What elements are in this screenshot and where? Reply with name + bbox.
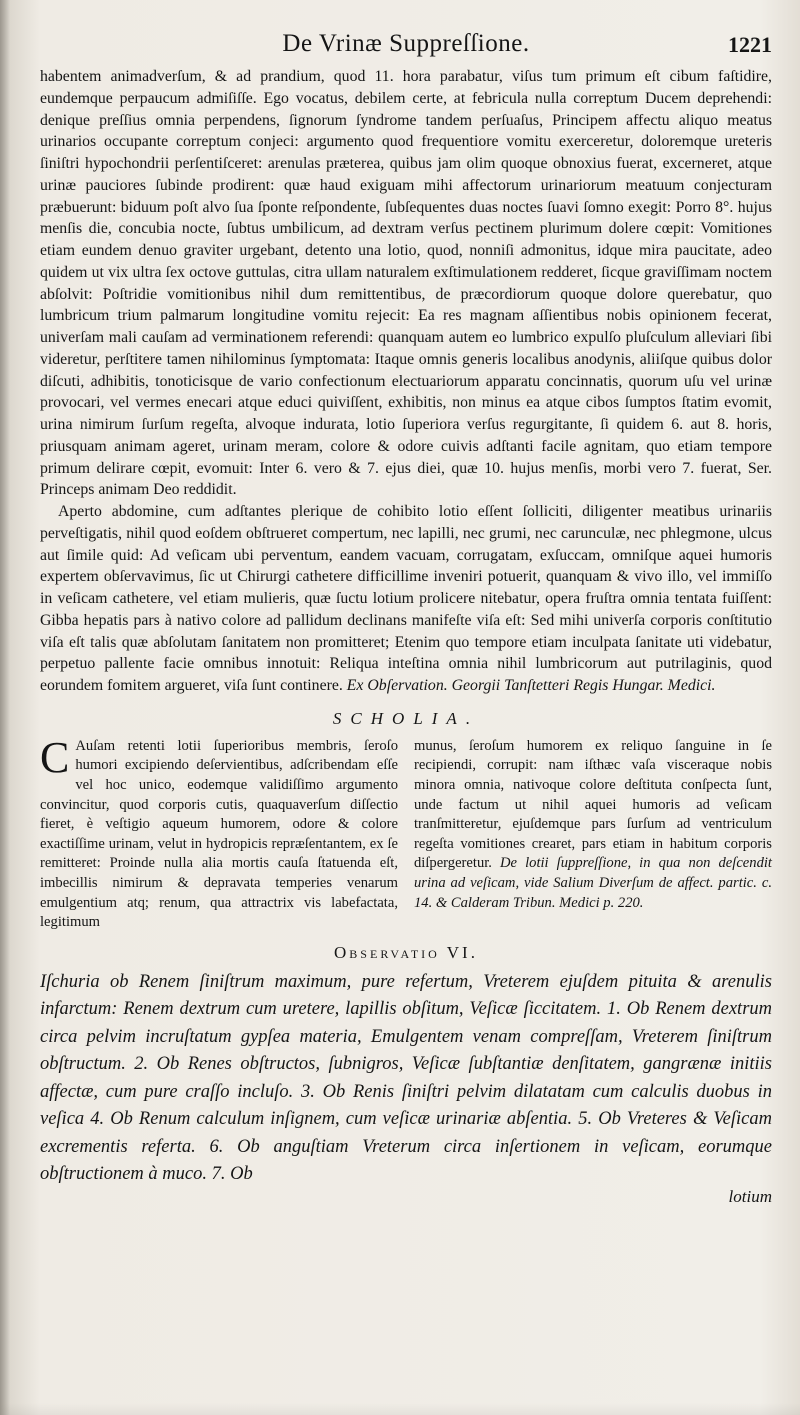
- scholia-right-column: [414, 737, 772, 913]
- scholia-left-column: [40, 732, 398, 933]
- main-paragraph-2-text: Aperto abdomine, cum adſtantes plerique de cohibito lotio eſſent ſolliciti, diligenter meatibus urinariis perveſtigatis, nihil quod eoſdem obſtrueret compertum, nec lapilli, nec grumi, nec carunculæ, nec phlegmone, ulcus aut ſimile quid: Ad veſicam ubi perventum, eandem vacuam, corrugatam, exſuccam, omniſque aquei humoris expertem obſervavimus, ſic ut Chirurgi cathetere difficillime inveniri potuerit, quanquam & vivo illo, vel immiſſo in veſicam cathetere, vel etiam mulieris, quæ ſuctu lotium prolicere nitebatur, opera fruſtra omnia tentata fuiſſent: Gibba hepatis pars à nativo colore ad pallidum declinans manifeſte viſa eſt: Sed mihi univerſa corporis conſtitutio viſa eſt talis quæ abſolutam ſanitatem non promitteret; Etenim quo tempore etiam inculpata ſanitate uti videbatur, perpetuo pallente facie omnibus innotuit: Reliqua inteſtina omnia nihil lumbricorum aut putrilaginis, quod eorundem fomitem argueret, viſa ſunt continere.: [40, 503, 772, 694]
- drop-cap: C: [40, 732, 70, 782]
- page-number: 1221: [728, 32, 772, 57]
- running-head: [40, 30, 772, 66]
- observation-heading-word: Observatio: [334, 942, 440, 962]
- running-title: De Vrinæ Suppreſſione.: [282, 30, 530, 57]
- scholia-reference: De lotii ſuppreſſione, in qua non deſcendit urina ad veſicam, vide Salium Diverſum de affect. partic. c. 14. & Calderam Tribun. Medici p. 220.: [414, 855, 772, 911]
- main-paragraph-1: habentem animadverſum, & ad prandium, quod 11. hora parabatur, viſus tum primum eſt cibum faſtidire, eundemque perpaucum admiſiſſe. Ego vocatus, debilem certe, at febricula nulla correptum Ducem deprehendi: denique preſſius omnia perpendens, ſignorum ſyndrome tandem perſuaſus, Principem affectu aliquo meatus urinarios occupante correptum conjeci: argumento quod frequentiore vomitu exerceretur, doloremque ureteris ſiniſtri hypochondrii perſentiſceret: arenulas præterea, quibus jam olim quoque obnoxius fuerat, excerneret, atque urinæ pauciores ſubinde prodirent: quæ haud exiguam mihi affectorum urinariorum meatuum conjecturam præbuerunt: biduum poſt alvo ſua ſponte reſpondente, ſubſequentes duas noctes ſuavi ſomno exegit: Porro 8°. hujus menſis die, concubia nocte, ſubtus umbilicum, ad dextram verſus pectinem plurimum dolere cœpit: Vomitiones etiam eundem denuo graviter urgebant, detento una lotio, quod, nonniſi admonitus, idque mira paucitate, adeo quidem ut vix ultra ſex octove guttulas, citra ullam naturalem exſtimulationem redderet, ſicque graviſſimam noctem abſolvit: Poſtridie vomitionibus nihil dum remittentibus, de præcordiorum quoque dolore querebatur, quo lumbricum trium palmarum longitudine vomitu rejecit: Ea res magnam aſſientibus nobis opinionem fecerat, univerſam mali cauſam ad verminationem referendi: quanquam autem eo lumbrico expulſo pluſculum alleviari ſibi videretur, perſtitere tamen nihilominus ſymptomata: Itaque omnis generis localibus anodynis, aliiſque quibus dolor diſcuti, adhibitis, tonoticisque de vario confectionum electuariorum apparatu concinnatis, quorum uſu vel urinæ provocari, vel vermes enecari atque educi quiviſſent, exhibitis, non minus ea atque cibos ſumptos ſtatim evomit, urina nimirum ſurſum regeſta, alvoque indurata, lotio ſuperiora verſus regurgitante, ſi quidem 6. aut 8. horis, priusquam animam ageret, urinam meram, colore & odore cuivis adſtanti facile agnitam, quo etiam tempore primum delirare cœpit, evomuit: Inter 6. vero & 7. ejus diei, quæ 10. hujus menſis, morbi vero 7. fuerat, Ser. Princeps animam Deo reddidit.: [40, 68, 772, 499]
- page-edge-shadow: [0, 1403, 800, 1415]
- observation-summary: Iſchuria ob Renem ſiniſtrum maximum, pure refertum, Vreterem ejuſdem pituita & arenulis infarctum: Renem dextrum cum uretere, lapillis obſitum, Veſicæ ſiccitatem. 1. Ob Renem dextrum circa pelvim incruſtatum gypſea materia, Emulgentem venam compreſſam, Vreterem ſiniſtrum obſtructum. 2. Ob Renes obſtructos, ſubnigros, Veſicæ ſubſtantiæ denſitatem, gangrænæ initiis affectæ, cum pure craſſo incluſo. 3. Ob Renis ſiniſtri pelvim dilatatam cum calculis duobus in veſica 4. Ob Renum calculum inſignem, cum veſicæ urinariæ abſentia. 5. Ob Vreteres & Veſicam excrementis referta. 6. Ob anguſtiam Vreterum circa inſertionem in veſicam, eorumque obſtructionem à muco. 7. Ob: [40, 971, 772, 1185]
- scholia-left-text: Auſam retenti lotii ſuperioribus membris, ſeroſo humori excipiendo deſervientibus, adſcribendam eſſe vel hoc unico, eodemque validiſſimo argumento convincitur, quod corporis cutis, quaquaverſum diſſectio fieret, è veſtigio aqueum humorem, odore & colore exactiſſime urinam, velut in hydropicis repræſentantem, ex ſe remitteret: Proinde nulla alia mortis cauſa ſtatuenda eſt, imbecillis nimirum & depravata temperies venarum emulgentium atq; renum, qua attractrix vis labefactata, legitimum: [40, 737, 398, 931]
- catchword: lotium: [728, 1186, 772, 1206]
- scholia-columns: [40, 732, 772, 933]
- observation-heading: [40, 943, 772, 963]
- scholia-heading: SCHOLIA.: [332, 708, 480, 728]
- observation-heading-number: VI.: [446, 942, 478, 962]
- scholia-right-text: munus, ſeroſum humorem ex reliquo ſanguine in ſe recipiendi, corrupit: nam iſthæc vaſa visceraque nobis minora omnia, nativoque colore deſtituta conſpecta ſunt, unde factum ut nihil aquei humoris ad veſicam tranſmitteretur, ejuſdemque pars ſurſum ad ventriculum regeſta vomitiones crearet, pars etiam in habitum corporis diſpergeretur.: [414, 737, 772, 872]
- source-citation: Ex Obſervation. Georgii Tanſtetteri Regis Hungar. Medici.: [346, 677, 716, 694]
- main-paragraph-2: [40, 501, 772, 697]
